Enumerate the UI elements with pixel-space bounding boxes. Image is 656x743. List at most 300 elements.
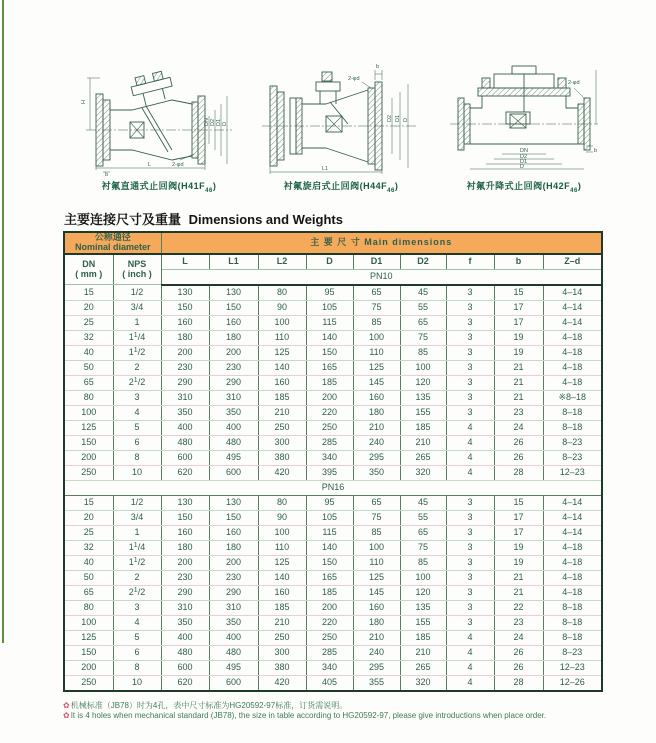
cell: 3 [446,285,494,301]
cell: 21 [494,570,543,585]
cell: 55 [400,300,446,315]
cell: 130 [161,495,209,510]
cell: 25 [64,315,113,330]
cell: 80 [64,390,113,405]
cell: 150 [64,645,113,660]
cell: 3 [446,315,494,330]
cell: 6 [113,435,161,450]
cell: $1^1/2$ [113,555,161,570]
cell: 3 [446,360,494,375]
cell: 23 [494,405,543,420]
cell: 17 [494,300,543,315]
cell: 230 [161,570,209,585]
cell: 5 [113,420,161,435]
section-title [64,209,343,228]
cell: 10 [113,675,161,691]
cell: 3 [446,555,494,570]
cell: ※8–18 [543,390,602,405]
cell: 200 [161,555,209,570]
cell: 3 [446,405,494,420]
cell: 290 [209,585,258,600]
cell: 3 [113,390,161,405]
dim-label-holes: 2-φd [348,76,360,82]
cell: 310 [209,390,258,405]
dim-label-holes: 2-φd [172,162,184,168]
cell: 65 [64,375,113,390]
cell: 230 [209,570,258,585]
cell: 15 [64,495,113,510]
cell: 45 [400,495,446,510]
cell: 1/2 [113,495,161,510]
cell: 90 [258,300,306,315]
cell: 295 [353,450,400,465]
footnote-marker-icon: ✿ [63,711,70,720]
cell: 310 [209,600,258,615]
cell: 21 [494,585,543,600]
cell: 100 [64,405,113,420]
cell: 15 [494,495,543,510]
cell: 75 [353,510,400,525]
cell: 620 [161,675,209,691]
cell: 250 [258,420,306,435]
col-header-dim: D [306,254,353,270]
cell: 150 [161,510,209,525]
cell: 17 [494,315,543,330]
cell: 400 [209,420,258,435]
table-row [64,615,602,630]
table-row [64,585,602,600]
dim-label-ring: D2 [387,114,393,122]
left-edge-rule [2,0,4,643]
cell: 130 [209,495,258,510]
cell: 110 [353,555,400,570]
cell: 4 [446,450,494,465]
cell: 4 [446,465,494,480]
cell: 105 [306,300,353,315]
cell: 120 [400,585,446,600]
cell: 40 [64,555,113,570]
cell: 4–14 [543,315,602,330]
cell: 3 [446,570,494,585]
cell: 480 [209,435,258,450]
cell: 160 [353,600,400,615]
cell: 90 [258,510,306,525]
dim-label-b: b [376,64,380,70]
cell: 350 [209,615,258,630]
cell: 100 [353,540,400,555]
cell: 290 [161,585,209,600]
dim-label-ring: D1 [395,114,401,122]
cell: 1 [113,315,161,330]
cell: 160 [161,315,209,330]
cell: 380 [258,660,306,675]
cell: 4–14 [543,525,602,540]
cell: 210 [353,630,400,645]
cell: 20 [64,510,113,525]
table-row [64,390,602,405]
cell: 4–14 [543,300,602,315]
dim-label-ring: D1 [520,159,528,165]
cell: 150 [209,300,258,315]
cell: 185 [306,375,353,390]
dim-label-ring: DN [204,118,210,126]
dim-label-b: b [105,172,109,178]
cell: 80 [258,495,306,510]
cell: 420 [258,675,306,691]
table-row [64,405,602,420]
cell: 265 [400,660,446,675]
cell: 3 [446,540,494,555]
cell: 165 [306,360,353,375]
cell: 160 [209,525,258,540]
col-header-dim: b [494,254,543,270]
footnote-marker-icon: ✿ [63,701,70,710]
cell: 480 [161,435,209,450]
cell: 8–23 [543,645,602,660]
valve-drawing-straight-check [80,64,238,178]
cell: 155 [400,615,446,630]
table-row [64,375,602,390]
cell: 285 [306,645,353,660]
cell: 85 [400,345,446,360]
cell: 180 [353,405,400,420]
table-body [64,285,602,691]
dim-label-ring: D [520,164,524,170]
cell: 26 [494,645,543,660]
cell: 120 [400,375,446,390]
cell: 145 [353,375,400,390]
cell: 200 [209,345,258,360]
cell: 600 [161,660,209,675]
cell: 4–18 [543,375,602,390]
cell: 40 [64,345,113,360]
cell: 290 [161,375,209,390]
cell: 310 [161,390,209,405]
table-row [64,660,602,675]
cell: 600 [209,465,258,480]
cell: 100 [353,330,400,345]
cell: 125 [64,420,113,435]
cell: 85 [400,555,446,570]
cell: 100 [258,315,306,330]
cell: 3 [446,615,494,630]
footnote-cn: ✿机械标准（JB78）时为4孔，表中尺寸标准为HG20592-97标准，订货需说明。 [63,701,348,710]
cell: 3 [446,525,494,540]
cell: 200 [161,345,209,360]
cell: 110 [258,540,306,555]
cell: 200 [64,450,113,465]
cell: 405 [306,675,353,691]
cell: 210 [400,645,446,660]
cell: 8 [113,660,161,675]
cell: 125 [353,570,400,585]
cell: 15 [494,285,543,301]
cell: 210 [400,435,446,450]
cell: 140 [258,360,306,375]
cell: 185 [258,390,306,405]
cell: 180 [353,615,400,630]
cell: 340 [306,660,353,675]
cell: 135 [400,390,446,405]
cell: 23 [494,615,543,630]
cell: 295 [353,660,400,675]
cell: 110 [258,330,306,345]
cell: 28 [494,465,543,480]
cell: 19 [494,555,543,570]
cell: 200 [306,390,353,405]
table-row [64,570,602,585]
cell: 65 [353,495,400,510]
cell: 350 [161,615,209,630]
col-header-dn: DN ( mm ) [64,254,113,285]
footnote-en: ✿It is 4 holes when mechanical standard (JB78), the size in table according to HG20592-97, please give introductions when place order. [63,711,547,720]
cell: 3 [446,510,494,525]
cell: 4–18 [543,570,602,585]
cell: 250 [306,630,353,645]
cell: 19 [494,330,543,345]
cell: 4–18 [543,360,602,375]
cell: 140 [258,570,306,585]
cell: 150 [209,510,258,525]
header-nominal-diameter [64,232,161,254]
cell: 25 [64,525,113,540]
cell: 3 [446,345,494,360]
cell: 4 [446,660,494,675]
cell: 1 [113,525,161,540]
valve-drawing-swing-check [256,58,426,178]
cell: $1^1/4$ [113,330,161,345]
cell: 250 [64,465,113,480]
table-row [64,555,602,570]
cell: 200 [64,660,113,675]
cell: 4–18 [543,540,602,555]
dim-label-b: b [594,148,598,154]
col-header-dim: L [161,254,209,270]
cell: 12–26 [543,675,602,691]
cell: 220 [306,615,353,630]
col-header-nps: NPS ( inch ) [113,254,161,285]
table-row [64,360,602,375]
table-row [64,435,602,450]
cell: 150 [64,435,113,450]
cell: 400 [161,630,209,645]
cell: 600 [209,675,258,691]
table-row [64,450,602,465]
cell: 145 [353,585,400,600]
cell: 165 [306,570,353,585]
cell: 150 [161,300,209,315]
section-title-cn: 主要连接尺寸及重量 [64,212,182,227]
cell: 17 [494,510,543,525]
cell: 250 [306,420,353,435]
cell: 180 [209,540,258,555]
table-row [64,525,602,540]
cell: 620 [161,465,209,480]
cell: 26 [494,660,543,675]
cell: 100 [400,360,446,375]
dimensions-table [63,231,603,692]
cell: 4 [446,420,494,435]
cell: 28 [494,675,543,691]
cell: 65 [64,585,113,600]
dim-label-ring: D1 [216,118,222,126]
cell: 4–14 [543,510,602,525]
cell: 320 [400,675,446,691]
cell: 4–18 [543,585,602,600]
cell: 185 [400,630,446,645]
cell: 3 [446,495,494,510]
dim-label-h: H [81,100,87,104]
drawing-caption-1: 衬氟直通式止回阀$(H41F_{46})$ [101,181,217,194]
drawing-caption-2: 衬氟旋启式止回阀$(H44F_{46})$ [283,181,399,194]
cell: 180 [161,330,209,345]
cell: 495 [209,660,258,675]
cell: 125 [353,360,400,375]
cell: 8 [113,450,161,465]
cell: 495 [209,450,258,465]
cell: 210 [258,615,306,630]
col-header-dim: D2 [400,254,446,270]
cell: 350 [353,465,400,480]
cell: 12–23 [543,660,602,675]
table-row [64,465,602,480]
cell: 355 [353,675,400,691]
cell: 4–18 [543,555,602,570]
col-header-dim: Z–d [543,254,602,270]
cell: 230 [209,360,258,375]
table-row [64,345,602,360]
cell: 26 [494,435,543,450]
cell: 185 [400,420,446,435]
header-nominal-en: Nominal diameter [74,241,151,252]
cell: 3 [446,600,494,615]
cell: 8–18 [543,405,602,420]
cell: 290 [209,375,258,390]
dim-label-l1: L1 [322,166,329,172]
cell: 5 [113,630,161,645]
dim-label-ring: DN [520,148,528,154]
cell: 240 [353,645,400,660]
cell: 100 [258,525,306,540]
cell: 21 [494,375,543,390]
cell: 240 [353,435,400,450]
cell: 75 [400,540,446,555]
cell: 125 [258,555,306,570]
cell: 285 [306,435,353,450]
cell: 19 [494,345,543,360]
cell: 150 [306,345,353,360]
cell: 180 [209,330,258,345]
valve-drawing-lift-check [446,62,602,176]
cell: 75 [400,330,446,345]
cell: 160 [161,525,209,540]
cell: 320 [400,465,446,480]
dim-label-ring: D [222,122,228,126]
cell: 480 [209,645,258,660]
cell: 4 [446,675,494,691]
cell: 210 [258,405,306,420]
cell: 95 [306,285,353,301]
cell: 65 [400,525,446,540]
cell: 8–18 [543,615,602,630]
table-row [64,600,602,615]
cell: 85 [353,315,400,330]
cell: 350 [209,405,258,420]
cell: 395 [306,465,353,480]
section-label-pn16: PN16 [64,480,602,495]
col-header-dim: L2 [258,254,306,270]
cell: 130 [161,285,209,301]
cell: 3 [446,300,494,315]
table-row [64,330,602,345]
cell: 220 [306,405,353,420]
col-header-dim: D1 [353,254,400,270]
cell: 8–18 [543,600,602,615]
cell: 4 [113,615,161,630]
cell: 185 [258,600,306,615]
cell: 6 [113,645,161,660]
cell: 80 [64,600,113,615]
dim-label-ring: D [403,118,409,122]
cell: $2^1/2$ [113,375,161,390]
cell: 420 [258,465,306,480]
cell: $1^1/4$ [113,540,161,555]
cell: 21 [494,360,543,375]
cell: 4 [446,645,494,660]
dim-label-l: L [148,162,152,168]
cell: 200 [209,555,258,570]
header-nominal-cn: 公称通径 [94,232,131,242]
cell: 2 [113,360,161,375]
cell: 8–18 [543,420,602,435]
cell: 45 [400,285,446,301]
cell: 95 [306,495,353,510]
table-row [64,510,602,525]
cell: 24 [494,630,543,645]
cell: 160 [258,585,306,600]
cell: 3 [446,330,494,345]
cell: 160 [353,390,400,405]
cell: 22 [494,600,543,615]
cell: 32 [64,540,113,555]
cell: 50 [64,360,113,375]
cell: 380 [258,450,306,465]
cell: 4–18 [543,345,602,360]
cell: 3/4 [113,510,161,525]
cell: 21 [494,390,543,405]
cell: 185 [306,585,353,600]
cell: 125 [258,345,306,360]
cell: 160 [258,375,306,390]
cell: 12–23 [543,465,602,480]
cell: 350 [161,405,209,420]
cell: 4 [446,435,494,450]
table-row [64,420,602,435]
dim-label-ring: D2 [520,154,528,160]
cell: 250 [64,675,113,691]
cell: 400 [209,630,258,645]
dim-label-ring: D2 [210,118,216,126]
cell: 85 [353,525,400,540]
cell: 55 [400,510,446,525]
cell: 32 [64,330,113,345]
table-row [64,630,602,645]
cell: 26 [494,450,543,465]
cell: 8–23 [543,450,602,465]
cell: 100 [400,570,446,585]
cell: 3 [446,375,494,390]
cell: 80 [258,285,306,301]
